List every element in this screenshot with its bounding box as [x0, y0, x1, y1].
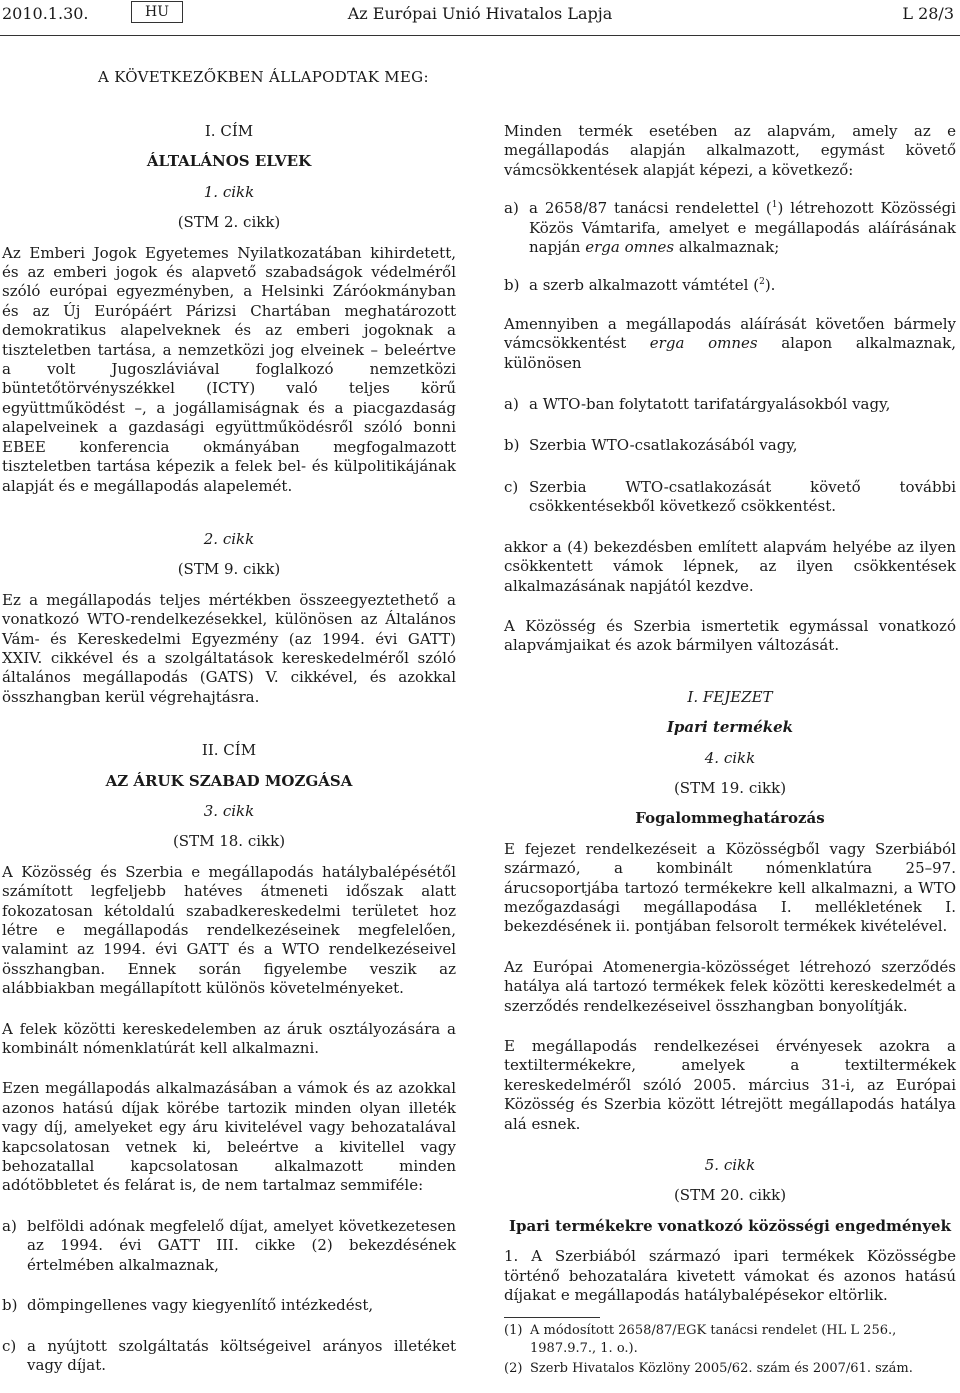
- list-marker: b): [2, 1296, 18, 1315]
- footnote-ref: 1: [771, 200, 778, 211]
- list-item: [2, 1337, 456, 1376]
- art2-label: 2. cikk: [203, 529, 255, 548]
- list-text: dömpingellenes vagy kiegyenlítő intézkedést,: [27, 1296, 374, 1315]
- preamble: A KÖVETKEZŐKBEN ÁLLAPODTAK MEG:: [98, 68, 429, 86]
- list-marker: b): [504, 276, 520, 295]
- header-rule: [0, 35, 960, 36]
- list-text: a 2658/87 tanácsi rendelettel ($^1$) létrehozott Közösségi Közös Vámtarifa, amelyet e megállapodás aláírásának napján erga omnes alkalmaznak;: [529, 199, 956, 257]
- list-item: [504, 199, 956, 257]
- list-item: [504, 276, 956, 295]
- header-date: 2010.1.30.: [2, 4, 89, 23]
- art5-title: Ipari termékekre vonatkozó közösségi engedmények: [509, 1216, 951, 1235]
- right-column: [504, 122, 956, 1378]
- art5-ref: (STM 20. cikk): [673, 1186, 787, 1205]
- art3-paragraph-3: Ezen megállapodás alkalmazásában a vámok és az azokkal azonos hatású díjak körébe tartozik minden olyan illeték vagy díj, amelyeket egy áru kivitelével vagy behozatalával kapcsolatosan vetnek ki, beleértve a kivitellel vagy behozatallal kapcsolatosan alkalmazott minden adótöbbletet és felárat is, de nem tartalmaz semmiféle:: [2, 1079, 456, 1195]
- chapter-label: I. FEJEZET: [687, 687, 773, 706]
- reduction-paragraph: akkor a (4) bekezdésben említett alapvám helyébe az ilyen csökkentett vámok lépnek, az ilyen csökkentések alkalmazásának napjától kezdve.: [504, 537, 956, 595]
- list-marker: c): [2, 1336, 17, 1355]
- list-text: Szerbia WTO-csatlakozását követő további csökkentésekből következő csökkentést.: [529, 477, 956, 516]
- list-marker: c): [504, 477, 519, 496]
- title1-name: ÁLTALÁNOS ELVEK: [146, 152, 312, 171]
- art4-paragraph-3: E megállapodás rendelkezései érvényesek azokra a textiltermékekre, amelyek a textiltermékek kereskedelméről szóló 2005. március 31-i, az Európai Közösség és Szerbia között létrejött megállapodás hatálya alá esnek.: [504, 1037, 956, 1133]
- list-text: a WTO-ban folytatott tarifatárgyalásokból vagy,: [529, 395, 891, 414]
- list-text: Szerbia WTO-csatlakozásából vagy,: [529, 436, 798, 455]
- art1-ref: (STM 2. cikk): [177, 213, 281, 232]
- list-item: [2, 1217, 456, 1275]
- left-column: [2, 122, 456, 1375]
- title2-name: AZ ÁRUK SZABAD MOZGÁSA: [105, 771, 353, 790]
- footnote-rule: [504, 1317, 600, 1318]
- art2-ref: (STM 9. cikk): [177, 560, 281, 579]
- art2-text: Ez a megállapodás teljes mértékben összeegyeztethető a vonatkozó WTO-rendelkezésekkel, különösen az Általános Vám- és Kereskedelmi Egyezmény (az 1994. évi GATT) XXIV. cikkével és a szolgáltatások kereskedelméről szóló általános megállapodás (GATS) V. cikkével, és azokkal összhangban kerül végrehajtásra.: [2, 590, 456, 706]
- list-text: a szerb alkalmazott vámtétel ($^2$).: [529, 276, 776, 295]
- footnote-text: Szerb Hivatalos Közlöny 2005/62. szám és 2007/61. szám.: [530, 1361, 913, 1377]
- list-item: [504, 478, 956, 517]
- art4-paragraph-1: E fejezet rendelkezéseit a Közösségből vagy Szerbiából származó, a kombinált nómenklatúra 25–97. árucsoportjába tartozó termékekre kell alkalmazni, a WTO mezőgazdasági megállapodása I. mellékletének I. bekezdésének ii. pontjában felsorolt termékek kivételével.: [504, 839, 956, 936]
- art3-paragraph-2: A felek közötti kereskedelemben az áruk osztályozására a kombinált nómenklatúrát kell alkalmazni.: [2, 1019, 456, 1058]
- art5-paragraph-1: 1. A Szerbiából származó ipari termékek Közösségbe történő behozatalára kivetett vámokat és azonos hatású díjakat e megállapodás hatálybalépésekor eltörlik.: [504, 1247, 956, 1305]
- art1-text: Az Emberi Jogok Egyetemes Nyilatkozatában kihirdetett, és az emberi jogok és alapvető szabadságok védelméről szóló európai egyezményben, a Helsinki Záróokmányban és az Új Európáért Párizsi Chartában meghatározott demokratikus alapelveknek és az emberi jogoknak a tiszteletben tartása, a nemzetközi jog elveinek – beleértve a volt Jugoszláviával foglalkozó nemzetközi büntetőtörvényszékkel (ICTY) való teljes körű együttműködést –, a jogállamiságnak és a piacgazdaság alapelveinek a gazdasági együttműködésről szóló bonni EBEE konferencia okmányában megfogalmazott tiszteletben tartása képezik a felek bel- és külpolitikájának alapját és e megállapodás alapelemét.: [2, 243, 456, 495]
- title2-label: II. CÍM: [201, 741, 257, 760]
- art4-title: Fogalommeghatározás: [635, 809, 825, 828]
- chapter-name: Ipari termékek: [666, 718, 794, 737]
- list-marker: a): [2, 1216, 17, 1235]
- base-duty-paragraph: Minden termék esetében az alapvám, amely az e megállapodás alapján alkalmazott, egymást követő vámcsökkentések alapját képezi, a következő:: [504, 122, 956, 179]
- list-item: [2, 1296, 456, 1315]
- title1-label: I. CÍM: [204, 122, 254, 140]
- list-text: a nyújtott szolgáltatás költségeivel arányos illetéket vagy díjat.: [27, 1336, 456, 1374]
- footnote-marker: (2): [504, 1361, 523, 1377]
- page-header: [0, 0, 960, 36]
- list-text: belföldi adónak megfelelő díjat, amelyet következetesen az 1994. évi GATT III. cikke (2) bekezdésének értelmében alkalmaznak,: [27, 1216, 456, 1274]
- art3-label: 3. cikk: [203, 801, 255, 820]
- art5-label: 5. cikk: [704, 1156, 756, 1175]
- erga-omnes-paragraph: Amennyiben a megállapodás aláírását követően bármely vámcsökkentést erga omnes alapon alkalmaznak, különösen: [504, 314, 956, 372]
- list-marker: a): [504, 395, 519, 414]
- communication-paragraph: A Közösség és Szerbia ismertetik egymással vonatkozó alapvámjaikat és azok bármilyen változását.: [504, 616, 956, 655]
- art3-paragraph-1: A Közösség és Szerbia e megállapodás hatálybalépésétől számított legfeljebb hatéves átmeneti időszak alatt fokozatosan kétoldalú szabadkereskedelmi területet hoz létre e megállapodás rendelkezéseinek megfelelően, valamint az 1994. évi GATT és a WTO rendelkezéseivel összhangban. Ennek során figyelembe veszik az alábbiakban megállapított különös követelményeket.: [2, 862, 456, 998]
- page-number: L 28/3: [902, 4, 954, 23]
- footnote-ref: 2: [759, 277, 765, 288]
- art4-paragraph-2: Az Európai Atomenergia-közösséget létrehozó szerződés hatálya alá tartozó termékek felek közötti kereskedelmét a szerződés rendelkezéseivel összhangban bonyolítják.: [504, 957, 956, 1015]
- footnote: [504, 1360, 956, 1378]
- footnote: [504, 1322, 956, 1358]
- list-marker: a): [504, 199, 519, 218]
- list-item: [504, 436, 956, 455]
- list-marker: b): [504, 436, 520, 455]
- art4-ref: (STM 19. cikk): [673, 778, 787, 797]
- journal-title: Az Európai Unió Hivatalos Lapja: [347, 4, 613, 23]
- footnote-marker: (1): [504, 1323, 523, 1339]
- art3-ref: (STM 18. cikk): [172, 832, 286, 851]
- art1-label: 1. cikk: [203, 182, 255, 201]
- footnote-text: A módosított 2658/87/EGK tanácsi rendelet (HL L 256., 1987.9.7., 1. o.).: [530, 1323, 897, 1357]
- list-item: [504, 395, 956, 414]
- language-box: HU: [131, 1, 183, 23]
- art4-label: 4. cikk: [704, 748, 756, 767]
